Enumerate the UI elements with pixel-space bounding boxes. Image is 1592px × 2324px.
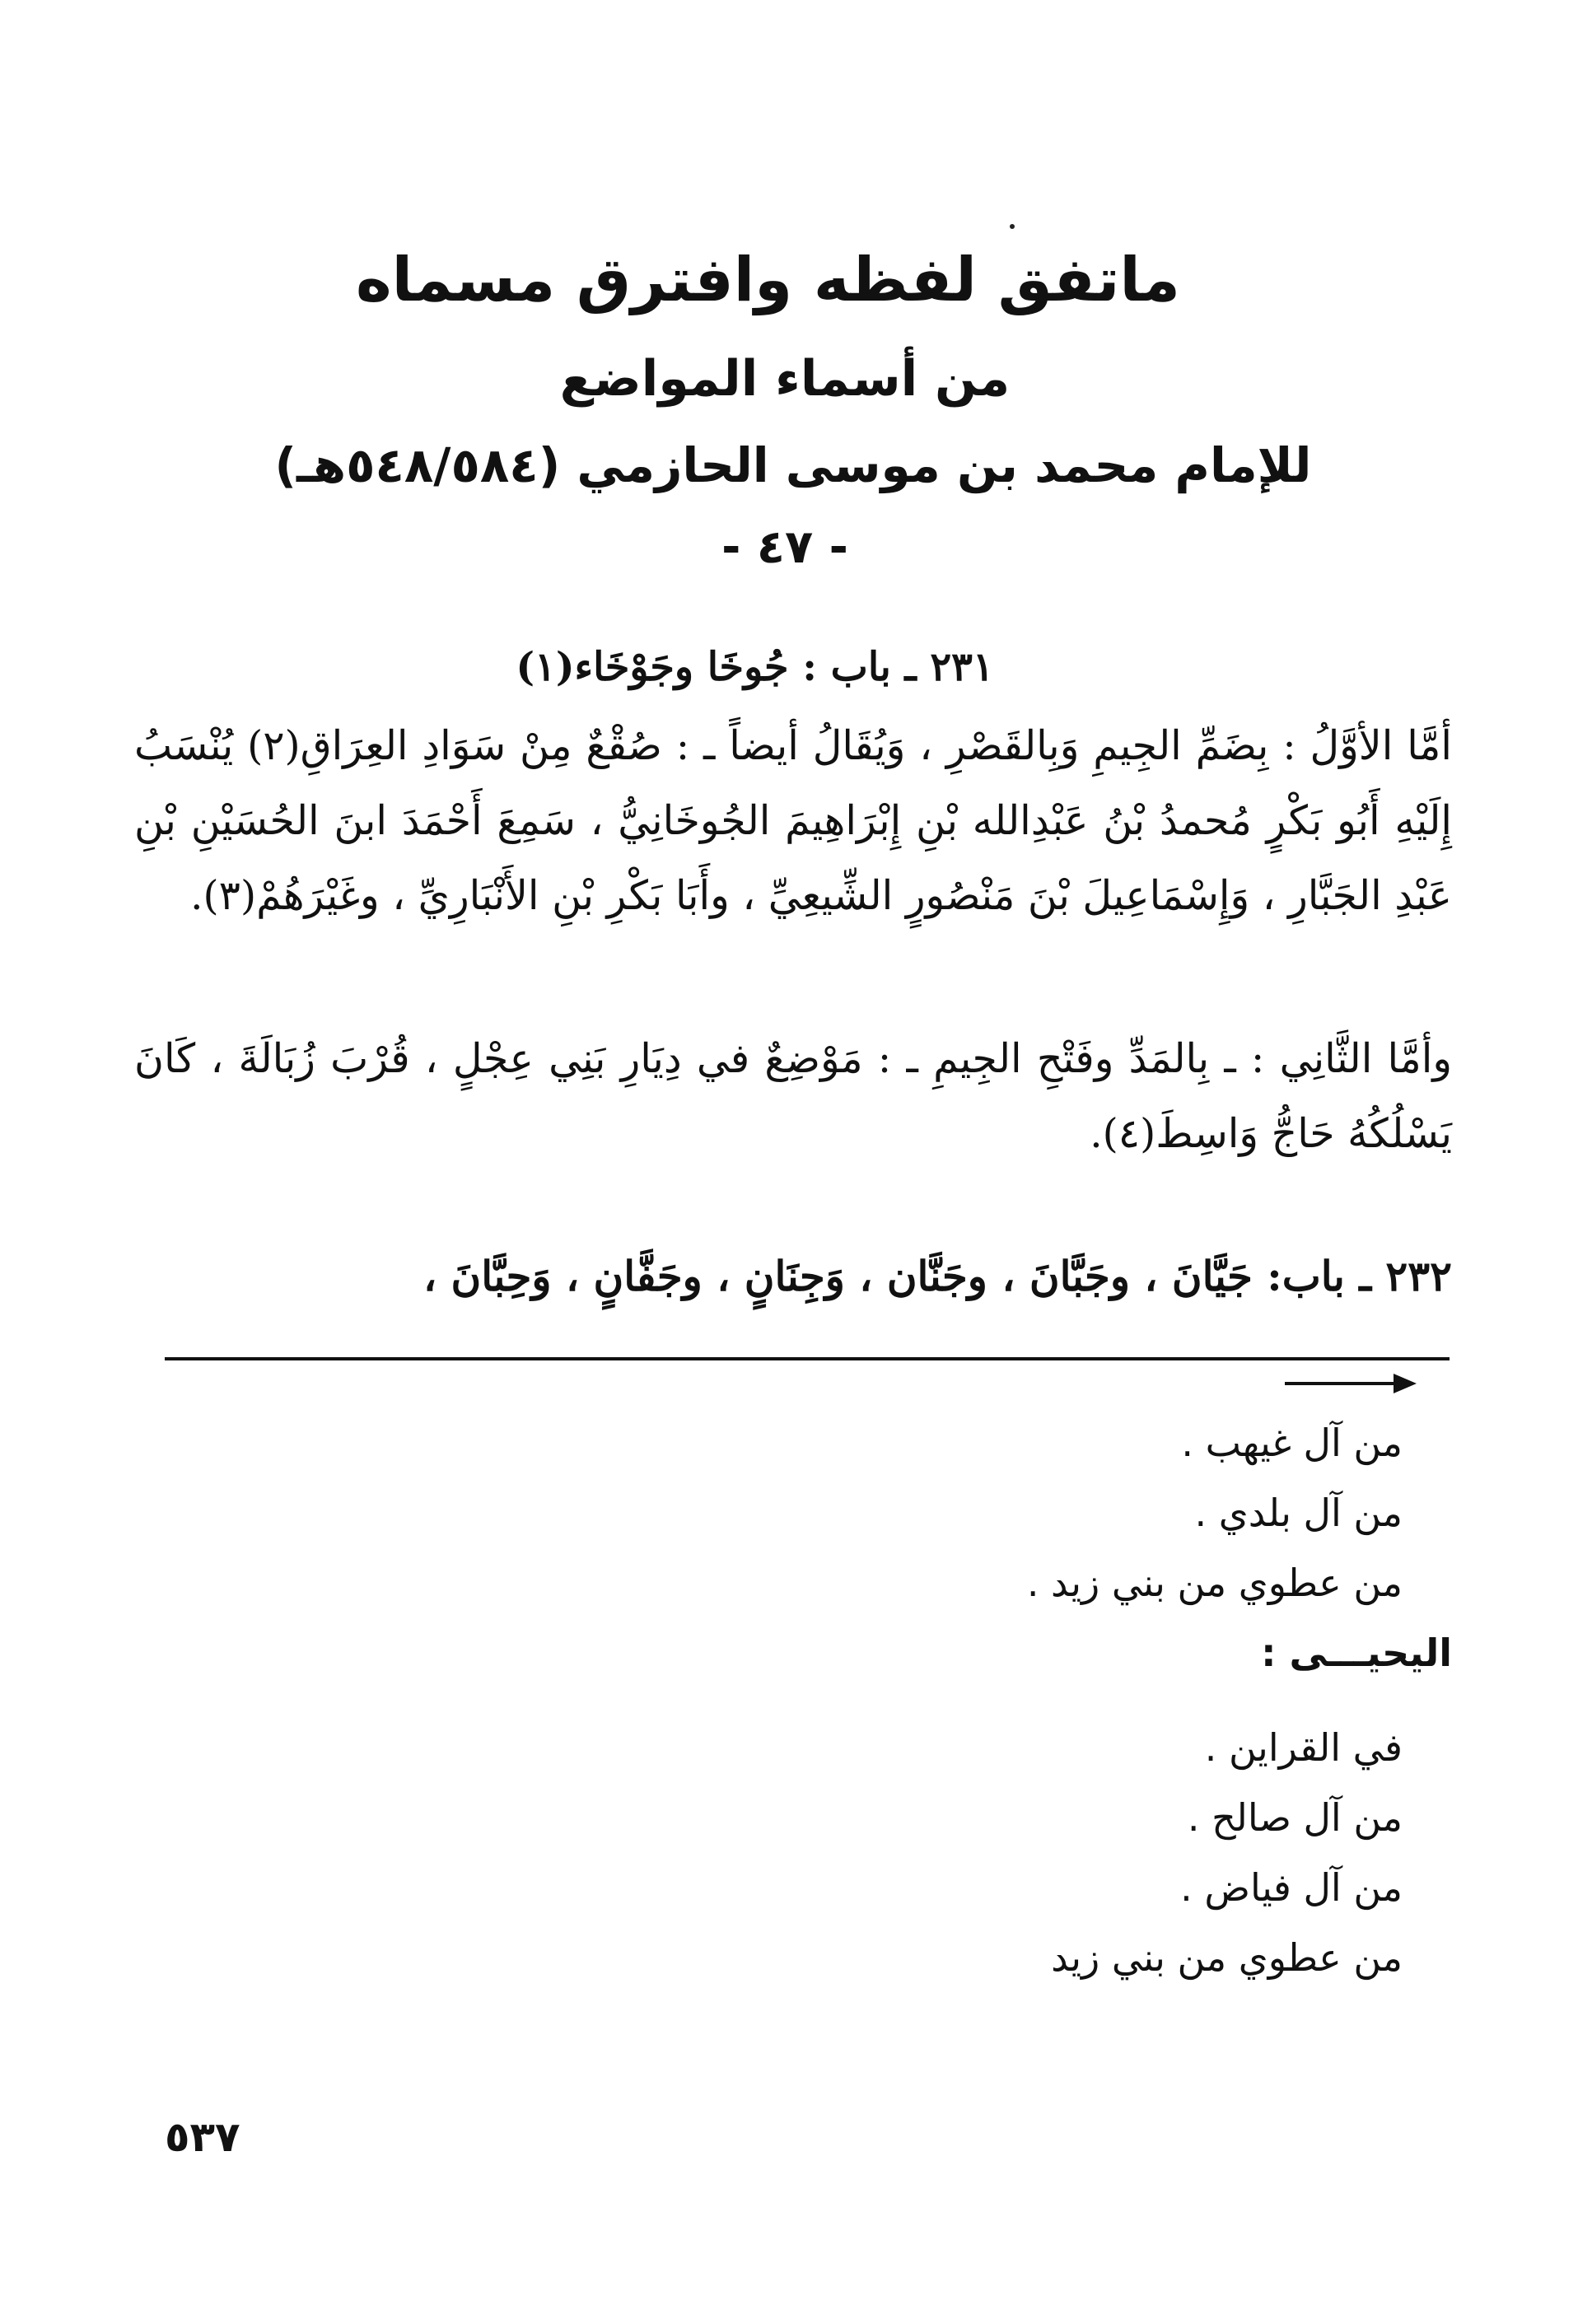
author-line: للإمام محمد بن موسى الحازمي (٥٤٨/٥٨٤هـ) <box>274 437 1312 493</box>
page-title: ماتفق لفظه وافترق مسماه <box>355 245 1180 315</box>
footnote-separator-rule <box>165 1357 1450 1360</box>
footnote-label: اليحيـــى : <box>1261 1631 1452 1675</box>
paragraph-second-entry: وأمَّا الثَّانِي : ـ بِالمَدِّ وفَتْحِ الجِيمِ ـ : مَوْضِعٌ في دِيَارِ بَنِي عِجْلٍ ، قُرْبَ زُبَالَةَ ، كَانَ يَسْلُكُهُ حَاجُّ وَاسِطَ(٤). <box>134 1035 1452 1157</box>
ink-dot <box>1010 224 1015 229</box>
footnote-continuation <box>661 1408 1452 1993</box>
page-number: ٥٣٧ <box>165 2113 240 2161</box>
footnote-line: من عطوي من بني زيد <box>1051 1935 1403 1980</box>
footnote-line: في القراين . <box>1204 1725 1403 1770</box>
footnote-line: من آل بلدي . <box>1194 1491 1403 1535</box>
section-heading-232: ٢٣٢ ـ باب: جَيَّانَ ، وجَبَّانَ ، وجَنَّان ، وَجِنَانٍ ، وجَفَّانٍ ، وَحِبَّانَ ، <box>423 1252 1452 1300</box>
footnote-line: من آل فياض . <box>1180 1865 1403 1910</box>
paragraph-first-entry: أمَّا الأوَّلُ : بِضَمِّ الجِيمِ وَبِالقَصْرِ ، وَيُقَالُ أيضاً ـ : صُقْعٌ مِنْ سَوَادِ العِرَاقِ(٢) يُنْسَبُ إِلَيْهِ أَبُو بَكْرٍ مُحمدُ بْنُ عَبْدِالله بْنِ إِبْرَاهِيمَ الجُوخَانِيُّ ، سَمِعَ أَحْمَدَ ابنَ الحُسَيْنِ بْنِ عَبْدِ الجَبَّارِ ، وَإِسْمَاعِيلَ بْنَ مَنْصُورٍ الشِّيعِيِّ ، وأَبَا بَكْرِ بْنِ الأَنْبَارِيِّ ، وغَيْرَهُمْ(٣). <box>134 722 1452 919</box>
volume-number: - ٤٧ - <box>721 520 848 574</box>
footnote-line: من آل صالح . <box>1187 1795 1403 1840</box>
continuation-arrow-icon <box>1285 1367 1417 1400</box>
footnote-line: من عطوي من بني زيد . <box>1026 1561 1403 1605</box>
footnote-line: من آل غيهب . <box>1181 1421 1403 1465</box>
page-subtitle: من أسماء المواضع <box>559 350 1011 408</box>
section-heading-231: ٢٣١ ـ باب : جُوخَا وجَوْخَاء(١) <box>516 644 994 690</box>
